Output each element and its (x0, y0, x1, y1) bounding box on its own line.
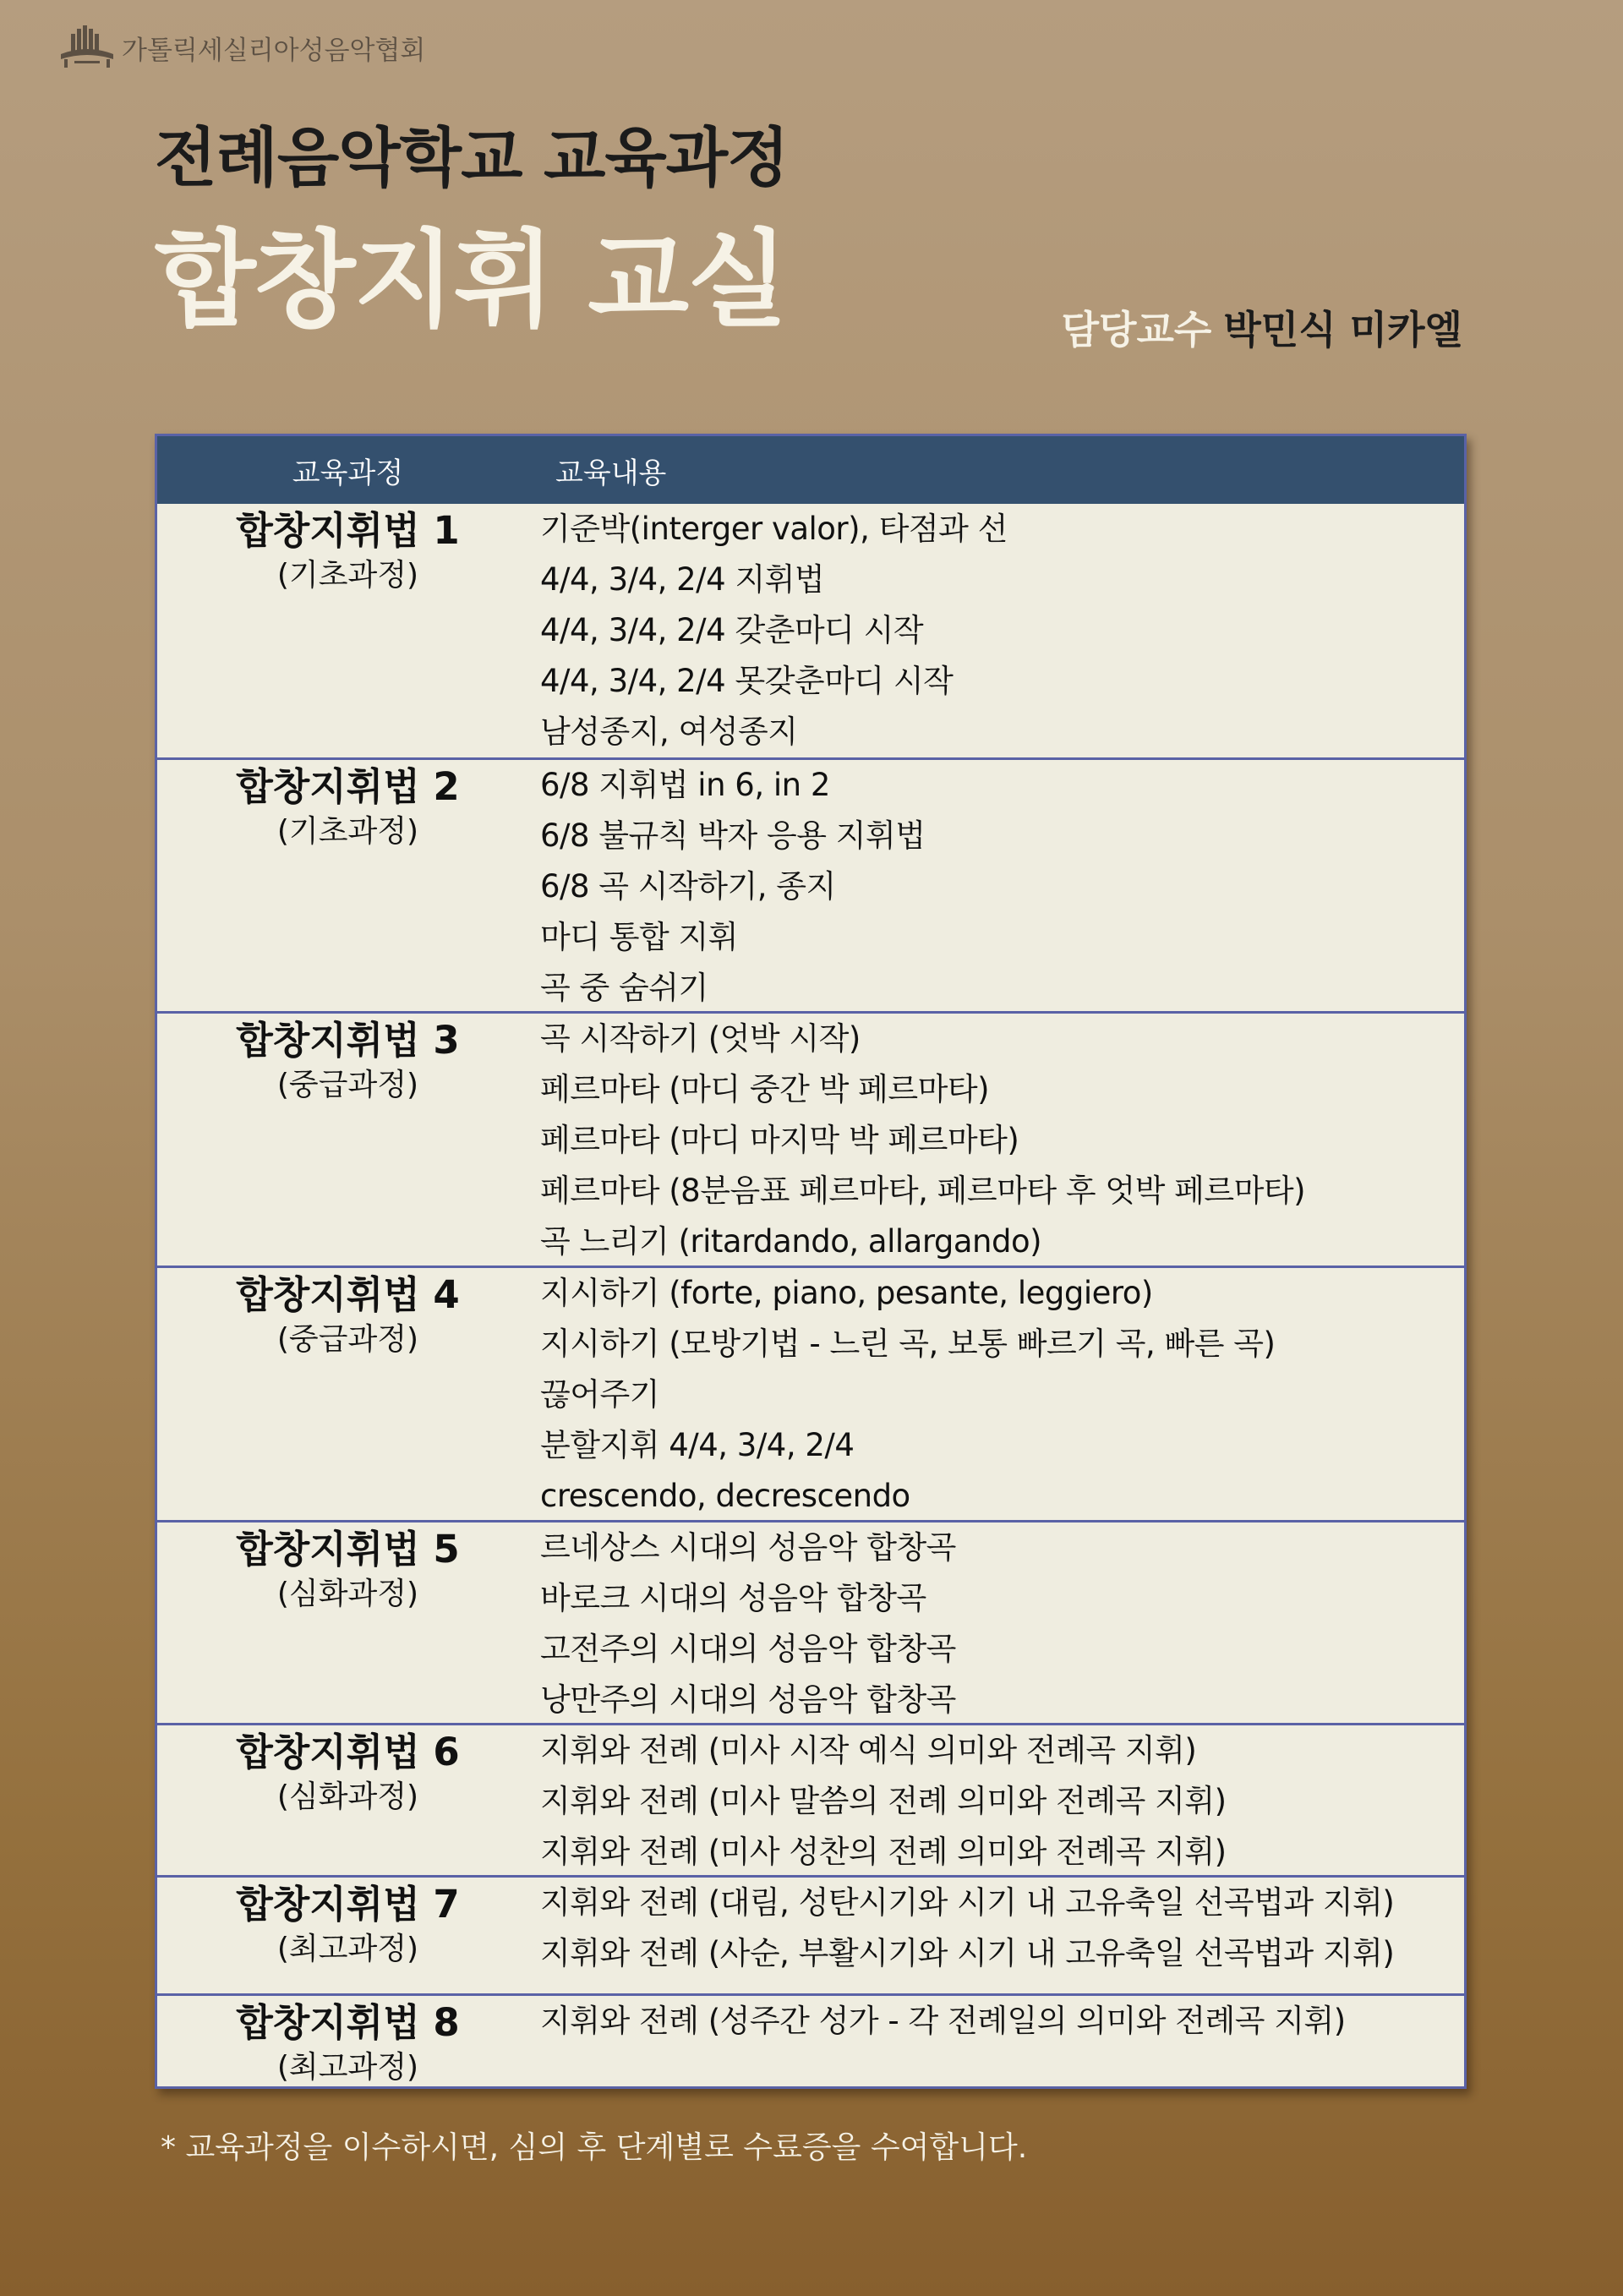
organ-logo-icon (59, 25, 115, 69)
content-cell (538, 1268, 1275, 1520)
professor-name: 박민식 미카엘 (1223, 307, 1462, 353)
course-level: (기초과정) (276, 558, 419, 593)
content-item: 6/8 지휘법 in 6, in 2 (540, 767, 830, 803)
course-level: (중급과정) (276, 1068, 419, 1102)
content-cell (538, 504, 1008, 757)
content-item: 지휘와 전례 (미사 성찬의 전례 의미와 전례곡 지휘) (540, 1834, 1227, 1870)
content-item: 지휘와 전례 (미사 시작 예식 의미와 전례곡 지휘) (540, 1732, 1197, 1768)
content-item: 페르마타 (8분음표 페르마타, 페르마타 후 엇박 페르마타) (540, 1173, 1306, 1209)
table-row (157, 1011, 1464, 1266)
content-item: 6/8 곡 시작하기, 종지 (540, 868, 836, 905)
course-name: 합창지휘법 2 (236, 764, 460, 809)
table-row (157, 504, 1464, 757)
footnote: * 교육과정을 이수하시면, 심의 후 단계별로 수료증을 수여합니다. (161, 2130, 1028, 2165)
content-cell (538, 1522, 956, 1723)
content-item: 지시하기 (forte, piano, pesante, leggiero) (540, 1275, 1153, 1311)
table-body (157, 504, 1464, 2089)
organization-header (59, 25, 425, 69)
table-row (157, 757, 1464, 1011)
content-item: 곡 느리기 (ritardando, allargando) (540, 1223, 1042, 1260)
course-level: (중급과정) (276, 1322, 419, 1357)
course-name: 합창지휘법 3 (236, 1018, 460, 1063)
content-item: 기준박(interger valor), 타점과 선 (540, 511, 1008, 547)
course-name: 합창지휘법 6 (236, 1730, 460, 1774)
content-cell (538, 760, 926, 1011)
content-cell (538, 1878, 1394, 1993)
course-cell (157, 1268, 538, 1520)
course-cell (157, 1014, 538, 1266)
course-cell (157, 1878, 538, 1993)
course-name: 합창지휘법 4 (236, 1272, 460, 1317)
course-cell (157, 1996, 538, 2089)
course-level: (심화과정) (276, 1577, 419, 1611)
content-item: 마디 통합 지휘 (540, 919, 738, 955)
content-cell (538, 1725, 1227, 1875)
content-item: 분할지휘 4/4, 3/4, 2/4 (540, 1427, 855, 1463)
curriculum-table (155, 434, 1467, 2089)
professor-role: 담당교수 (1061, 307, 1212, 353)
table-header (157, 436, 1464, 504)
content-item: 고전주의 시대의 성음악 합창곡 (540, 1631, 956, 1667)
content-cell (538, 1996, 1346, 2089)
course-level: (최고과정) (276, 1932, 419, 1966)
content-item: crescendo, decrescendo (540, 1478, 910, 1514)
header-course-column: 교육과정 (292, 456, 404, 490)
professor-line (1062, 299, 1462, 355)
course-level: (기초과정) (276, 814, 419, 849)
course-name: 합창지휘법 7 (236, 1882, 460, 1927)
content-item: 끊어주기 (540, 1376, 659, 1413)
course-level: (심화과정) (276, 1779, 419, 1814)
course-cell (157, 1725, 538, 1875)
content-item: 4/4, 3/4, 2/4 못갖춘마디 시작 (540, 663, 954, 699)
course-name: 합창지휘법 8 (236, 2000, 460, 2045)
course-name: 합창지휘법 1 (236, 508, 460, 553)
course-cell (157, 504, 538, 757)
content-item: 지휘와 전례 (미사 말씀의 전례 의미와 전례곡 지휘) (540, 1783, 1227, 1819)
content-item: 르네상스 시대의 성음악 합창곡 (540, 1529, 956, 1566)
content-item: 낭만주의 시대의 성음악 합창곡 (540, 1681, 956, 1718)
content-item: 바로크 시대의 성음악 합창곡 (540, 1580, 926, 1616)
table-row (157, 1993, 1464, 2089)
table-row (157, 1875, 1464, 1993)
course-level: (최고과정) (276, 2050, 419, 2085)
content-cell (538, 1014, 1305, 1266)
organization-name: 가톨릭세실리아성음악협회 (122, 35, 426, 66)
content-item: 지휘와 전례 (성주간 성가 - 각 전례일의 의미와 전례곡 지휘) (540, 2003, 1346, 2039)
content-item: 4/4, 3/4, 2/4 갖춘마디 시작 (540, 612, 924, 648)
content-item: 4/4, 3/4, 2/4 지휘법 (540, 561, 825, 598)
content-item: 남성종지, 여성종지 (540, 713, 798, 750)
content-item: 6/8 불규칙 박자 응용 지휘법 (540, 817, 926, 854)
page-subtitle: 합창지휘 교실 (155, 220, 787, 342)
content-item: 지휘와 전례 (사순, 부활시기와 시기 내 고유축일 선곡법과 지휘) (540, 1935, 1395, 1971)
table-row (157, 1723, 1464, 1875)
header-content-column: 교육내용 (555, 456, 667, 490)
content-item: 곡 중 숨쉬기 (540, 970, 708, 1006)
table-row (157, 1266, 1464, 1520)
course-name: 합창지휘법 5 (236, 1527, 460, 1572)
content-item: 곡 시작하기 (엇박 시작) (540, 1020, 861, 1057)
page-title: 전례음악학교 교육과정 (155, 120, 789, 195)
content-item: 지시하기 (모방기법 - 느린 곡, 보통 빠르기 곡, 빠른 곡) (540, 1326, 1276, 1362)
content-item: 페르마타 (마디 중간 박 페르마타) (540, 1071, 990, 1107)
course-cell (157, 760, 538, 1011)
content-item: 페르마타 (마디 마지막 박 페르마타) (540, 1122, 1019, 1158)
table-row (157, 1520, 1464, 1723)
content-item: 지휘와 전례 (대림, 성탄시기와 시기 내 고유축일 선곡법과 지휘) (540, 1884, 1395, 1921)
course-cell (157, 1522, 538, 1723)
